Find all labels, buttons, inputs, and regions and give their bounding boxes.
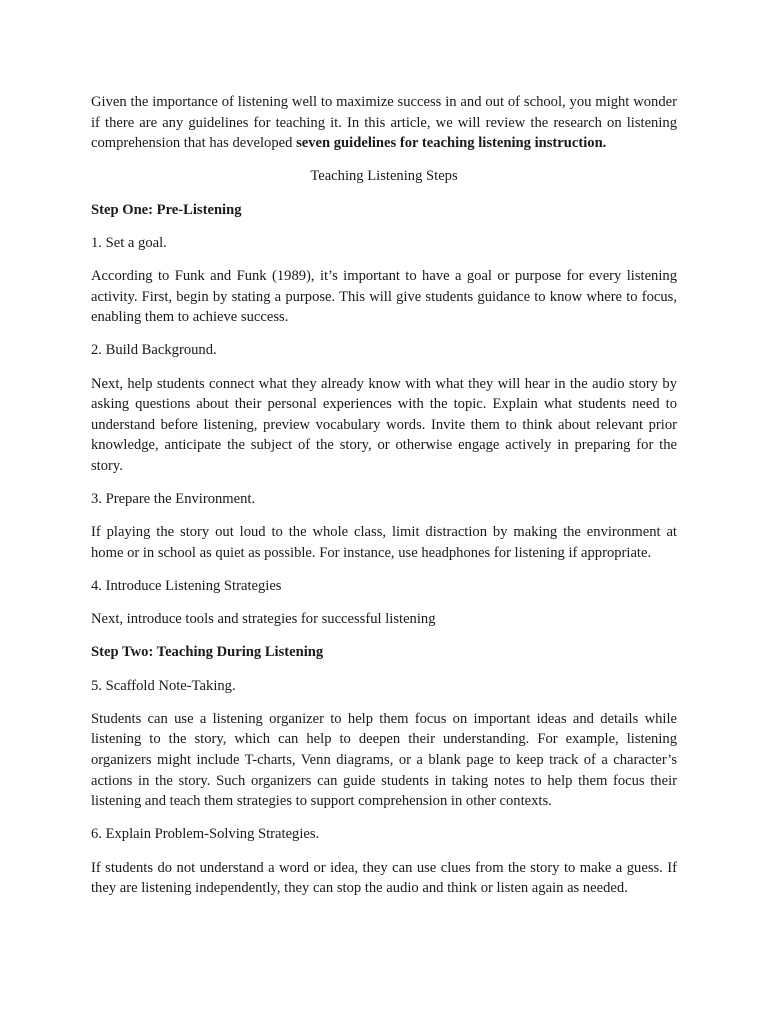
step-one-heading: Step One: Pre-Listening [91, 201, 242, 218]
subtitle: Teaching Listening Steps [310, 168, 458, 185]
item-body-5: Students can use a listening organizer to help them focus on important ideas and details while listening to the story, which can help to deepen their understanding. For example, listening organizers might include T-charts, Venn diagrams, or a blank page to keep track of a character’s actions in the story. Such organizers can guide students in taking notes to help them focus their listening and teach them strategies to support comprehension in other contexts. [91, 710, 677, 810]
item-body-1: According to Funk and Funk (1989), it’s important to have a goal or purpose for every listening activity. First, begin by stating a purpose. This will give students guidance to know where to focus, enabling them to achieve success. [91, 267, 677, 326]
document-page [91, 92, 677, 911]
item-title-3: 3. Prepare the Environment. [91, 491, 256, 508]
item-body-4: Next, introduce tools and strategies for successful listening [91, 611, 436, 628]
item-title-2: 2. Build Background. [91, 342, 217, 359]
item-body-3: If playing the story out loud to the whole class, limit distraction by making the environment at home or in school as quiet as possible. For instance, use headphones for listening if appropriate. [91, 524, 677, 561]
intro-text: Given the importance of listening well to maximize success in and out of school, you might wonder if there are any guidelines for teaching it. In this article, we will review the research on listening comprehension that has developed [91, 94, 677, 152]
item-title-4: 4. Introduce Listening Strategies [91, 578, 282, 595]
item-title-6: 6. Explain Problem-Solving Strategies. [91, 826, 320, 843]
item-title-1: 1. Set a goal. [91, 234, 167, 251]
item-body-6: If students do not understand a word or idea, they can use clues from the story to make a guess. If they are listening independently, they can stop the audio and think or listen again as needed. [91, 859, 677, 897]
item-title-5: 5. Scaffold Note-Taking. [91, 677, 236, 694]
intro-bold-text: seven guidelines for teaching listening instruction. [296, 135, 607, 152]
step-two-heading: Step Two: Teaching During Listening [91, 644, 324, 661]
item-body-2: Next, help students connect what they already know with what they will hear in the audio story by asking questions about their personal experiences with the topic. Explain what students need to understand before listening, preview vocabulary words. Invite them to think about relevant prior knowledge, anticipate the subject of the story, or otherwise engage actively in preparing for the story. [91, 375, 677, 474]
intro-paragraph [91, 92, 677, 154]
